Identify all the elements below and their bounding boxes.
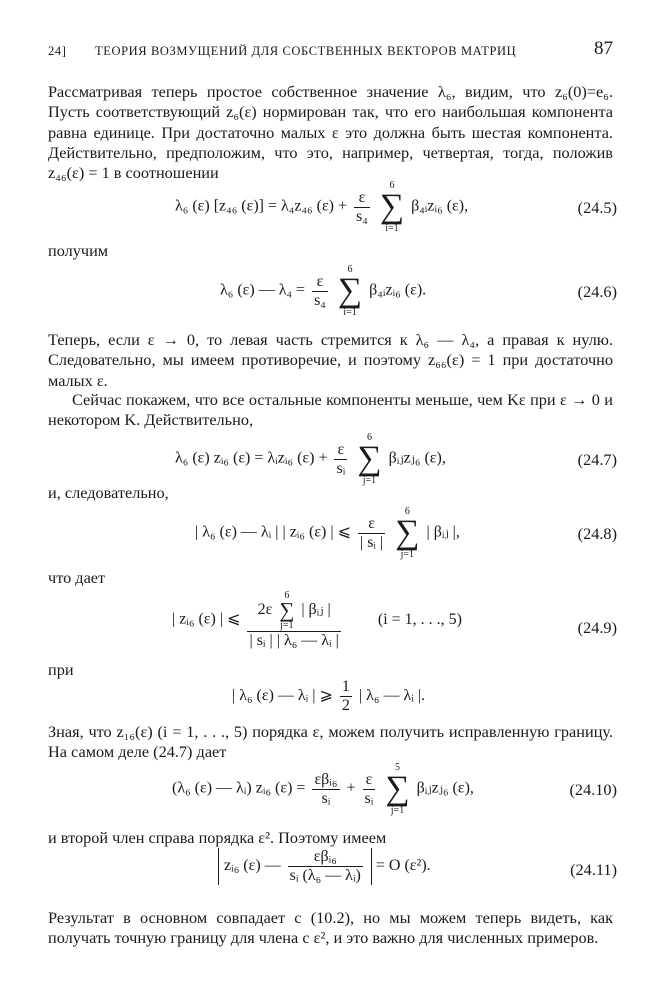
sum-lower-limit: j=1 [400,549,415,560]
eq-24-8-denominator: | sᵢ | [359,533,384,551]
label-consequently: и, следовательно, [48,483,169,502]
eq-24-9-number: (24.9) [577,618,617,637]
paragraph-second-term: и второй член справа порядка ε². Поэтому имеем [48,828,387,847]
eq-24-10-fraction-1 [312,771,339,808]
paragraph-other-components: Сейчас покажем, что все остальные компоненты меньше, чем Kε при ε → 0 и некотором K. Действительно, [48,390,613,430]
running-title: ТЕОРИЯ ВОЗМУЩЕНИЙ ДЛЯ СОБСТВЕННЫХ ВЕКТОРОВ МАТРИЦ [95,44,517,58]
eq-24-11-number: (24.11) [570,860,617,879]
eq-24-10-numerator-2: ε [363,771,376,790]
eq-24-9-summation [279,590,294,631]
eq-24-6-lhs: λ₆ (ε) — λ₄ = [220,281,306,299]
paragraph-result: Результат в основном совпадает с (10.2), но мы можем теперь видеть, как получать точную границу для члена с ε², и это важно для численных примеров. [48,908,613,948]
eq-24-10-numerator-1: εβᵢ₆ [314,770,338,788]
eq-24-7-summation [357,432,381,486]
eq-24-8-numerator: ε [358,515,385,534]
eq-24-6-rhs: β₄ᵢzᵢ₆ (ε). [369,281,427,299]
equation-inequality [0,678,657,718]
eq-24-9-num-coef: 2ε [257,601,273,619]
ineq-rhs: | λ₆ — λᵢ |. [358,687,426,705]
eq-24-9-denominator: | sᵢ | | λ₆ — λᵢ | [249,632,339,649]
sigma-symbol: ∑ [337,272,363,309]
sigma-symbol: ∑ [385,770,410,807]
eq-24-7-numerator: ε [334,441,347,460]
ineq-numerator: 1 [341,678,350,695]
sigma-symbol: ∑ [379,188,405,225]
running-header [48,40,613,64]
sum-lower-limit: j=1 [362,475,377,486]
eq-24-5-summation [380,180,404,234]
equation-24-5 [0,180,657,236]
eq-24-6-denominator: s₄ [314,291,326,309]
equation-24-7 [0,432,657,488]
sigma-symbol: ∑ [279,598,295,622]
eq-24-5-lhs: λ₆ (ε) [z₄₆ (ε)] = λ₄z₄₆ (ε) + [175,197,348,215]
sum-upper-limit: 6 [347,264,353,275]
eq-24-11-lhs: zᵢ₆ (ε) — [224,857,281,875]
sum-lower-limit: i=1 [343,307,357,318]
equation-24-9 [0,590,657,656]
eq-24-8-summation [395,506,419,560]
equation-24-6 [0,264,657,320]
eq-24-5-numerator: ε [354,189,370,208]
eq-24-6-fraction [312,273,328,310]
eq-24-9-numerator [247,590,340,632]
eq-24-8-rhs: | βᵢⱼ |, [426,523,460,541]
sum-lower-limit: j=1 [280,620,294,631]
equation-24-8 [0,506,657,562]
equation-24-11 [0,848,657,896]
eq-24-11-denominator: sᵢ (λ₆ — λᵢ) [289,867,361,884]
eq-24-11-absolute-value [218,848,372,885]
eq-24-10-lhs: (λ₆ (ε) — λᵢ) zᵢ₆ (ε) = [172,779,306,797]
eq-24-8-lhs: | λ₆ (ε) — λᵢ | | zᵢ₆ (ε) | ⩽ [195,523,351,541]
eq-24-9-num-term: | βᵢⱼ | [301,601,331,619]
eq-24-5-rhs: β₄ᵢzᵢ₆ (ε), [411,197,469,215]
sigma-symbol: ∑ [357,440,382,477]
sum-upper-limit: 6 [284,590,290,601]
section-number: 24] [48,44,67,58]
eq-24-11-numerator: εβᵢ₆ [288,848,363,867]
eq-24-5-fraction [354,189,370,226]
ineq-denominator: 2 [341,697,350,714]
eq-24-6-number: (24.6) [577,282,617,301]
sum-upper-limit: 6 [389,180,395,191]
eq-24-10-number: (24.10) [569,780,617,799]
eq-24-5-denominator: s₄ [356,207,368,225]
eq-24-6-summation [338,264,362,318]
eq-24-7-fraction [334,441,347,478]
label-we-get: получим [48,241,109,260]
sum-lower-limit: i=1 [385,223,399,234]
eq-24-10-rhs: βᵢⱼzⱼ₆ (ε), [416,779,474,797]
eq-24-7-lhs: λ₆ (ε) zᵢ₆ (ε) = λᵢzᵢ₆ (ε) + [175,449,328,467]
eq-24-7-rhs: βᵢⱼzⱼ₆ (ε), [388,449,446,467]
label-at: при [48,660,74,679]
eq-24-9-fraction [247,590,340,650]
sum-upper-limit: 5 [395,762,400,773]
sum-upper-limit: 6 [366,432,372,443]
sum-upper-limit: 6 [404,506,410,517]
eq-24-7-denominator: sᵢ [336,459,346,477]
paragraph-simple-eigenvalue: Рассматривая теперь простое собственное значение λ₆, видим, что z₆(0)=e₆. Пусть соответствующий z₆(ε) нормирован так, что его наибольшая компонента равна единице. При достаточно малых ε это должна быть шестая компонента. Действительно, предположим, что это, например, четвертая, тогда, положив z₄₆(ε) = 1 в соотношении [48,82,613,183]
eq-24-11-rhs: = O (ε²). [375,857,431,875]
equation-24-10 [0,762,657,818]
eq-24-10-plus: + [346,779,356,797]
ineq-lhs: | λ₆ (ε) — λᵢ | ⩾ [232,687,333,705]
sum-lower-limit: j=1 [390,805,405,816]
eq-24-10-denominator-1: sᵢ [321,789,331,807]
paragraph-corrected-bound: Зная, что z₁₆(ε) (i = 1, . . ., 5) порядка ε, можем получить исправленную границу. На самом деле (24.7) дает [48,722,613,762]
sigma-symbol: ∑ [395,514,420,551]
paragraph-contradiction: Теперь, если ε → 0, то левая часть стремится к λ₆ — λ₄, а правая к нулю. Следовательно, мы имеем противоречие, и поэтому z₆₆(ε) = 1 при достаточно малых ε. [48,330,613,390]
eq-24-8-number: (24.8) [577,524,617,543]
eq-24-5-number: (24.5) [577,198,617,217]
eq-24-9-lhs: | zᵢ₆ (ε) | ⩽ [172,610,241,628]
eq-24-10-summation [385,762,409,816]
page-number: 87 [594,38,613,59]
label-which-gives: что дает [48,568,106,587]
eq-24-10-denominator-2: sᵢ [364,789,374,807]
eq-24-6-numerator: ε [312,273,328,292]
eq-24-10-fraction-2 [363,771,376,808]
eq-24-8-fraction [358,515,385,552]
ineq-fraction [340,678,352,715]
eq-24-11-fraction [288,848,363,885]
eq-24-9-condition: (i = 1, . . ., 5) [377,610,462,628]
eq-24-7-number: (24.7) [577,450,617,469]
